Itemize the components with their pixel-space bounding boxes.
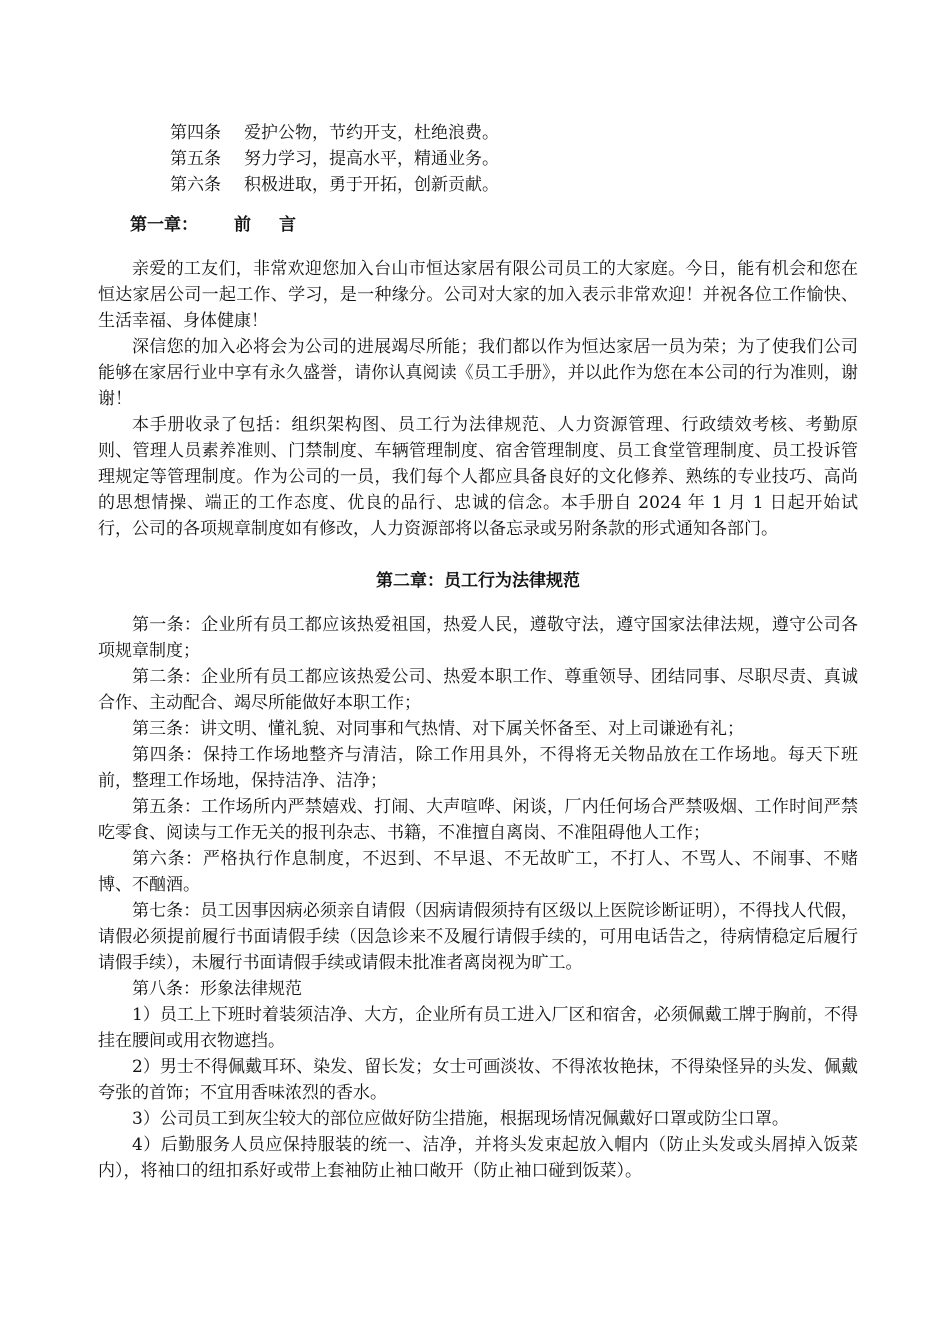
article: 第七条：员工因事因病必须亲自请假（因病请假须持有区级以上医院诊断证明），不得找人代假，请假必须提前履行书面请假手续（因急诊来不及履行请假手续的，可用电话告之，待病情稳定后履行请假手续），未履行书面请假手续或请假未批准者离岗视为旷工。: [98, 901, 858, 973]
tenet-item: [98, 172, 858, 198]
paragraph: 亲爱的工友们，非常欢迎您加入台山市恒达家居有限公司员工的大家庭。今日，能有机会和您在恒达家居公司一起工作、学习，是一种缘分。公司对大家的加入表示非常欢迎！并祝各位工作愉快、生活幸福、身体健康！: [98, 259, 858, 331]
article: 第一条：企业所有员工都应该热爱祖国，热爱人民，遵敬守法，遵守国家法律法规，遵守公司各项规章制度；: [98, 615, 858, 661]
chapter1-title-char: 言: [279, 215, 296, 235]
paragraph: 深信您的加入必将会为公司的进展竭尽所能；我们都以作为恒达家居一员为荣；为了使我们公司能够在家居行业中享有永久盛誉，请你认真阅读《员工手册》，并以此作为您在本公司的行为准则，谢谢！: [98, 337, 858, 409]
article: 第六条：严格执行作息制度，不迟到、不早退、不无故旷工，不打人、不骂人、不闹事、不赌博、不酗酒。: [98, 849, 858, 895]
chapter1-label: 第一章：: [130, 215, 198, 235]
chapter1-title-char: 前: [234, 215, 251, 235]
document-body: [98, 120, 858, 1184]
sub-item: 2）男士不得佩戴耳环、染发、留长发；女士可画淡妆、不得浓妆艳抹，不得染怪异的头发、佩戴夸张的首饰；不宜用香味浓烈的香水。: [98, 1057, 858, 1103]
tenet-text: 爱护公物，节约开支，杜绝浪费。: [244, 123, 499, 143]
sub-item: 1）员工上下班时着装须洁净、大方，企业所有员工进入厂区和宿舍，必须佩戴工牌于胸前，不得挂在腰间或用衣物遮挡。: [98, 1005, 858, 1051]
article: 第八条：形象法律规范: [132, 979, 302, 999]
sub-item: 3）公司员工到灰尘较大的部位应做好防尘措施，根据现场情况佩戴好口罩或防尘口罩。: [132, 1109, 789, 1129]
article: 第四条：保持工作场地整齐与清洁，除工作用具外，不得将无关物品放在工作场地。每天下班前，整理工作场地，保持洁净、洁净；: [98, 745, 858, 791]
tenet-item: [98, 120, 858, 146]
article: 第三条：讲文明、懂礼貌、对同事和气热情、对下属关怀备至、对上司谦逊有礼；: [132, 719, 744, 739]
tenet-text: 积极进取，勇于开拓，创新贡献。: [244, 175, 499, 195]
sub-item: 4）后勤服务人员应保持服装的统一、洁净，并将头发束起放入帽内（防止头发或头屑掉入饭菜内），将袖口的纽扣系好或带上套袖防止袖口敞开（防止袖口碰到饭菜）。: [98, 1135, 858, 1181]
tenet-text: 努力学习，提高水平，精通业务。: [244, 149, 499, 169]
paragraph: 本手册收录了包括：组织架构图、员工行为法律规范、人力资源管理、行政绩效考核、考勤原则、管理人员素养准则、门禁制度、车辆管理制度、宿舍管理制度、员工食堂管理制度、员工投诉管理规定等管理制度。作为公司的一员，我们每个人都应具备良好的文化修养、熟练的专业技巧、高尚的思想情操、端正的工作态度、优良的品行、忠诚的信念。本手册自 2024 年 1 月 1 日起开始试行，公司的各项规章制度如有修改，人力资源部将以备忘录或另附条款的形式通知各部门。: [98, 415, 858, 539]
chapter2-body: [98, 612, 858, 1184]
tenet-number: 第四条: [170, 123, 221, 143]
tenet-item: [98, 146, 858, 172]
tenet-number: 第五条: [170, 149, 221, 169]
article: 第二条：企业所有员工都应该热爱公司、热爱本职工作、尊重领导、团结同事、尽职尽责、真诚合作、主动配合、竭尽所能做好本职工作；: [98, 667, 858, 713]
article: 第五条：工作场所内严禁嬉戏、打闹、大声喧哗、闲谈，厂内任何场合严禁吸烟、工作时间严禁吃零食、阅读与工作无关的报刊杂志、书籍，不准擅自离岗、不准阻碍他人工作；: [98, 797, 858, 843]
tenet-number: 第六条: [170, 175, 221, 195]
chapter1-body: [98, 256, 858, 542]
chapter2-heading: 第二章：员工行为法律规范: [376, 571, 580, 591]
tenets-list: [98, 120, 858, 198]
chapter1-heading: [98, 212, 858, 238]
